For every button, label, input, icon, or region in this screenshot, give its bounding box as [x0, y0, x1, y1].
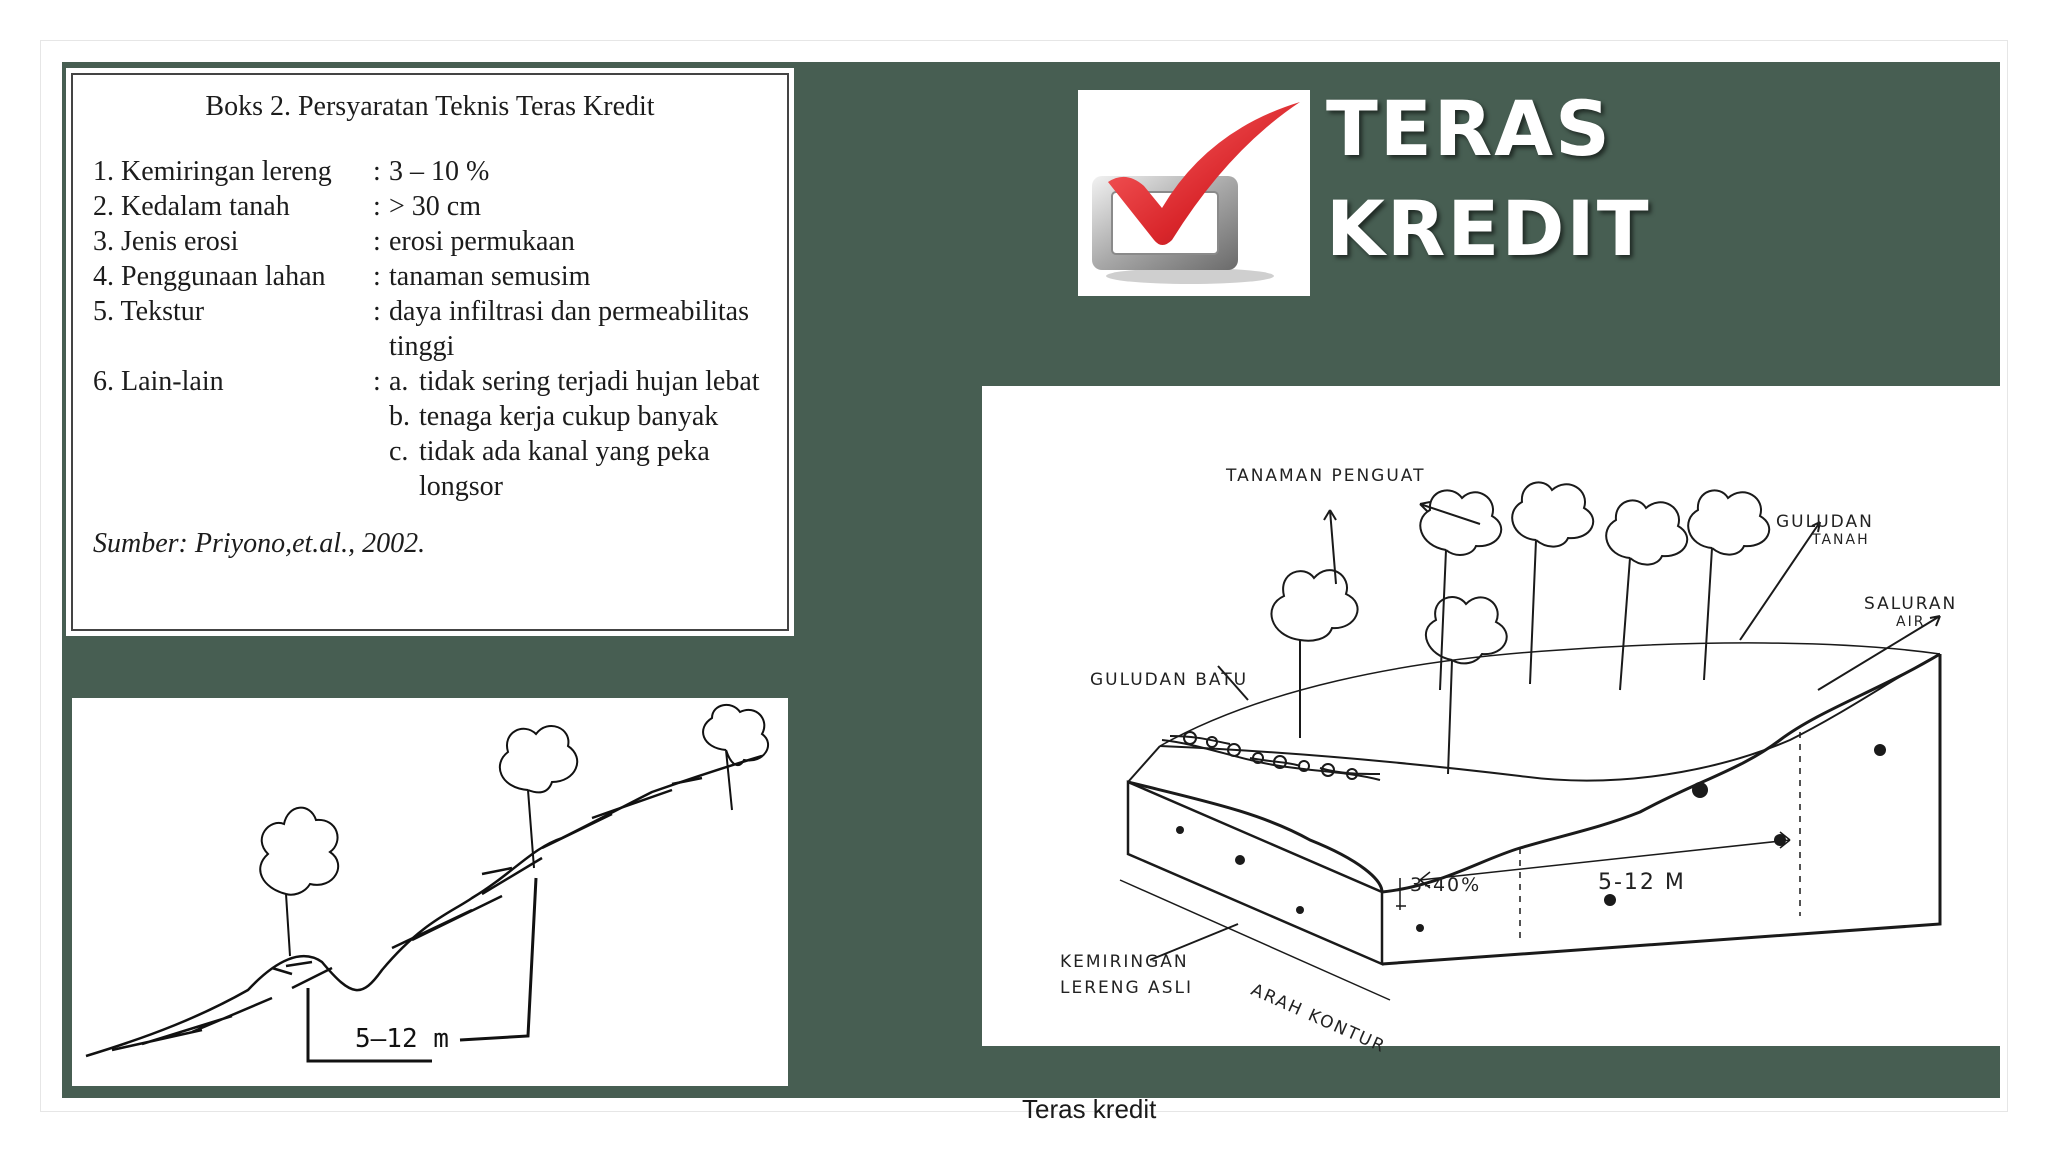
label-spacing: 5-12 M: [1598, 870, 1686, 895]
sub-letter: b.: [389, 401, 410, 432]
title-line-2: KREDIT: [1326, 184, 1651, 273]
label-tanaman-penguat: TANAMAN PENGUAT: [1226, 466, 1426, 486]
requirement-value: > 30 cm: [389, 191, 481, 222]
requirement-sublist: [389, 364, 767, 504]
tree-1: [260, 808, 338, 956]
separator: :: [373, 366, 381, 397]
label-guludan-tanah-1: GULUDAN: [1776, 512, 1874, 532]
sub-text: tidak ada kanal yang peka longsor: [419, 436, 710, 502]
separator: :: [373, 226, 381, 257]
requirement-row: [93, 259, 767, 294]
separator: :: [373, 261, 381, 292]
requirement-row: [93, 154, 767, 189]
label-kemiringan-2: LERENG ASLI: [1060, 978, 1193, 998]
requirement-label: 2. Kedalam tanah: [93, 191, 290, 222]
requirement-value: daya infiltrasi dan permeabilitas tinggi: [389, 296, 749, 362]
separator: :: [373, 296, 381, 327]
sub-item: [389, 434, 767, 504]
separator: :: [373, 156, 381, 187]
requirement-value: tanaman semusim: [389, 261, 591, 292]
separator: :: [373, 191, 381, 222]
label-saluran-air-1: SALURAN: [1864, 594, 1958, 614]
requirement-label: 5. Tekstur: [93, 296, 205, 327]
teras-kredit-3d-sketch: [1000, 440, 1980, 1060]
requirement-row: [93, 364, 767, 504]
requirement-label: 3. Jenis erosi: [93, 226, 239, 257]
requirement-row: [93, 294, 767, 364]
tree-2: [500, 726, 577, 868]
box-source: Sumber: Priyono,et.al., 2002.: [93, 528, 426, 559]
requirement-row: [93, 189, 767, 224]
requirement-value: erosi permukaan: [389, 226, 575, 257]
sub-letter: c.: [389, 436, 409, 467]
requirement-row: [93, 224, 767, 259]
sub-text: tenaga kerja cukup banyak: [419, 401, 719, 432]
title-line-1: TERAS: [1326, 84, 1612, 173]
label-saluran-air-2: AIR: [1896, 614, 1926, 630]
label-kemiringan-1: KEMIRINGAN: [1060, 952, 1189, 972]
sub-letter: a.: [389, 366, 409, 397]
label-arah-kontur: ARAH KONTUR: [1247, 980, 1389, 1058]
requirements-box: [66, 68, 794, 636]
label-guludan-tanah-2: TANAH: [1812, 532, 1870, 548]
checkbox-check-icon: [1078, 90, 1310, 296]
sub-item: [389, 399, 767, 434]
sub-item: [389, 364, 767, 399]
label-guludan-batu: GULUDAN BATU: [1090, 670, 1249, 690]
distance-label: 5–12 m: [355, 1024, 449, 1054]
sub-text: tidak sering terjadi hujan lebat: [419, 366, 760, 397]
label-slope: 3-40%: [1410, 874, 1482, 896]
requirement-label: 1. Kemiringan lereng: [93, 156, 332, 187]
box-title: Boks 2. Persyaratan Teknis Teras Kredit: [205, 91, 655, 122]
requirement-label: 4. Penggunaan lahan: [93, 261, 326, 292]
image-caption: Teras kredit: [1022, 1094, 1157, 1124]
requirement-label: 6. Lain-lain: [93, 366, 224, 397]
requirement-value: 3 – 10 %: [389, 156, 490, 187]
